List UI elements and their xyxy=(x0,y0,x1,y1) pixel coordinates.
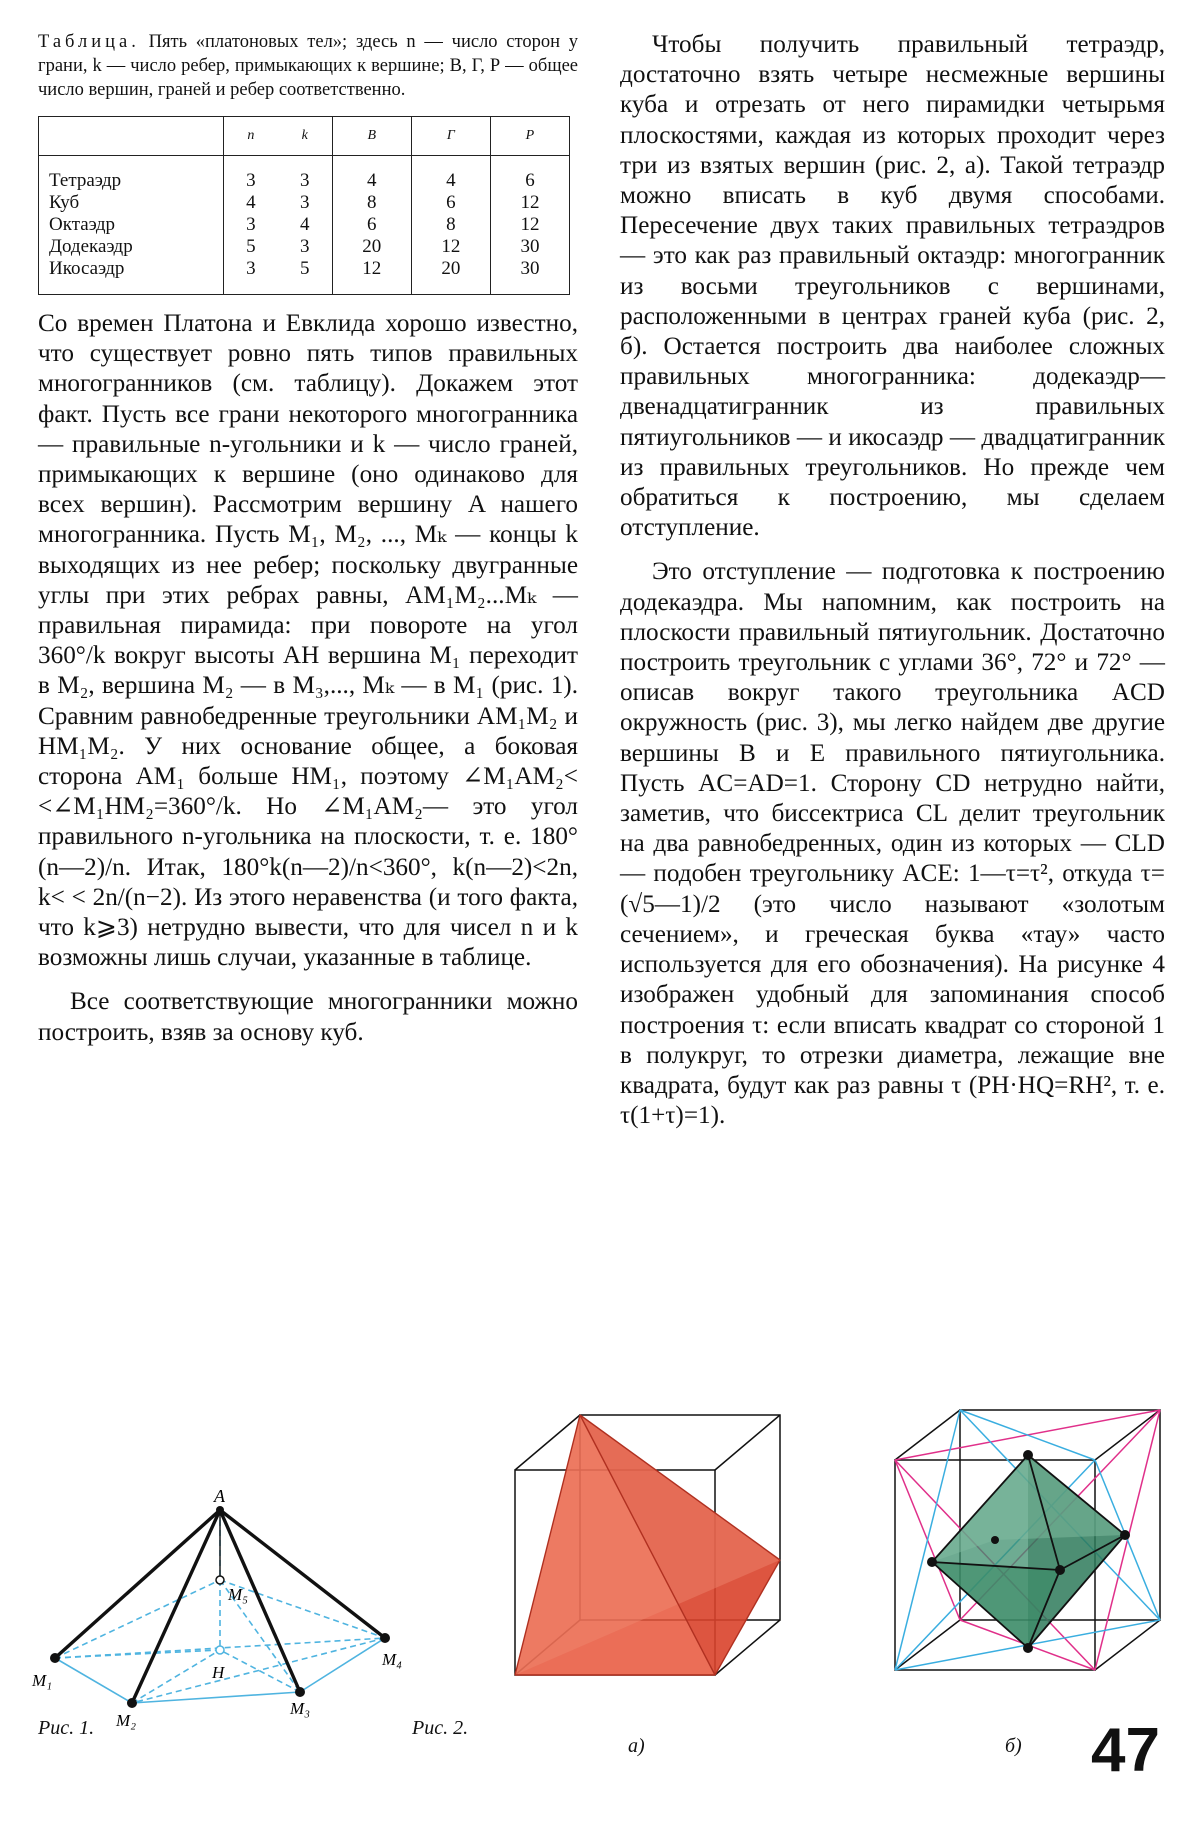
right-paragraph-1: Чтобы получить правильный тетраэдр, достаточно взять четыре несмежные вершины куба и отрезать от него пирамидки четырьмя плоскостями, каждая из которых проходит через три из взятых вершин (рис. 2, а). Такой тетраэдр можно вписать в куб двумя способами. Пересечение двух таких правильных тетраэдров — это как раз правильный октаэдр: многогранник из восьми треугольников с вершинами, расположенными в центрах граней куба (рис. 2, б). Остается построить два наиболее сложных правильных многогранника: додекаэдр— двенадцатигранник из правильных пятиугольников — и икосаэдр — двадцатигранник из правильных треугольников. Но прежде чем обратиться к построению, мы сделаем отступление. xyxy=(620,31,1165,542)
table-cell: Куб xyxy=(39,192,224,214)
table-cell: 3 xyxy=(278,156,332,193)
table-cell: 8 xyxy=(332,192,411,214)
fig1-label-M2: M₂ xyxy=(116,1711,137,1730)
table-row xyxy=(39,192,570,214)
table-cell: 4 xyxy=(411,156,490,193)
fig1-label-M4: M₄ xyxy=(382,1650,403,1669)
table-row xyxy=(39,156,570,193)
table-cell: 3 xyxy=(278,236,332,258)
platonic-solids-table xyxy=(38,116,570,295)
table-cell: 3 xyxy=(278,192,332,214)
table-cell: 4 xyxy=(278,214,332,236)
table-row xyxy=(39,214,570,236)
table-caption-label: Таблица. xyxy=(38,32,140,52)
fig2a-label: а) xyxy=(628,1735,645,1757)
table-cell: 12 xyxy=(520,192,540,213)
right-paragraph-2: Это отступление — подготовка к построению додекаэдра. Мы напомним, как построить на плоскости правильный пятиугольник. Достаточно построить треугольник с углами 36°, 72° и 72° — описав вокруг такого треугольника ACD окружность (рис. 3), мы легко найдем две другие вершины B и E правильного пятиугольника. Пусть AC=AD=1. Сторону CD нетрудно найти, заметив, что биссектриса CL делит треугольник на два равнобедренных, один из которых — CLD — подобен треугольнику ACE: 1—τ=τ², откуда τ=(√5—1)/2 (это число называют «золотым сечением», и греческая буква «тау» часто используется для его обозначения). На рисунке 4 изображен удобный для запоминания способ построения τ: если вписать квадрат со стороной 1 в полукруг, то отрезки диаметра, лежащие вне квадрата, будут как раз равны τ (PH·HQ=RH², т. е. τ(1+τ)=1). xyxy=(620,558,1165,1130)
table-header: В xyxy=(332,117,411,156)
left-column xyxy=(38,30,578,1048)
fig1-label-M1: M₁ xyxy=(32,1671,53,1690)
table-row xyxy=(39,258,570,295)
table-cell: Додекаэдр xyxy=(39,236,224,258)
table-caption xyxy=(38,30,578,102)
table-cell: 5 xyxy=(246,236,256,257)
table-cell: 6 xyxy=(411,192,490,214)
table-cell: 12 xyxy=(411,236,490,258)
table-header: Р xyxy=(490,117,569,156)
table-cell: 20 xyxy=(411,258,490,295)
fig1-label-M5: M₅ xyxy=(228,1585,249,1604)
fig2b-octahedron-in-cube xyxy=(880,1400,1180,1700)
table-cell: 6 xyxy=(332,214,411,236)
fig2a-tetrahedron-in-cube xyxy=(505,1405,805,1695)
table-header xyxy=(39,117,224,156)
left-paragraph-1: Со времен Платона и Евклида хорошо известно, что существует ровно пять типов правильных многогранников (см. таблицу). Докажем этот факт. Пусть все грани некоторого многогранника — правильные n-угольники и k — число граней, примыкающих к вершине (оно одинаково для всех вершин). Рассмотрим вершину A нашего многогранника. Пусть M₁, M₂, ..., Mₖ — концы k выходящих из нее ребер; поскольку двугранные углы при этих ребрах равны, AM₁M₂...Mₖ — правильная пирамида: при повороте на угол 360°/k вокруг высоты AH вершина M₁ переходит в M₂, вершина M₂ — в M₃,..., Mₖ — в M₁ (рис. 1). Сравним равнобедренные треугольники AM₁M₂ и HM₁M₂. У них основание общее, а боковая сторона AM₁ больше HM₁, поэтому ∠M₁AM₂< <∠M₁HM₂=360°/k. Но ∠M₁AM₂— это угол правильного n-угольника на плоскости, т. е. 180°(n—2)/n. Итак, 180°k(n—2)/n<360°, k(n—2)<2n, k< < 2n/(n−2). Из этого неравенства (и того факта, что k⩾3) нетрудно вывести, что для чисел n и k возможны лишь случаи, указанные в таблице. xyxy=(38,310,578,972)
table-cell: Икосаэдр xyxy=(39,258,224,295)
fig2-caption: Рис. 2. xyxy=(412,1717,469,1739)
table-cell: 20 xyxy=(332,236,411,258)
table-cell: 4 xyxy=(246,192,256,213)
table-cell: 4 xyxy=(332,156,411,193)
figures-strip xyxy=(0,1385,1200,1837)
left-paragraph-2: Все соответствующие многогранники можно построить, взяв за основу куб. xyxy=(38,988,578,1046)
table-header: Г xyxy=(411,117,490,156)
table-cell: 12 xyxy=(520,214,540,235)
table-cell: 8 xyxy=(411,214,490,236)
table-cell: 3 xyxy=(246,214,256,235)
fig1-label-M3: M₃ xyxy=(290,1699,311,1718)
table-cell: Тетраэдр xyxy=(39,156,224,193)
fig1-caption: Рис. 1. xyxy=(38,1717,95,1739)
table-cell: 5 xyxy=(278,258,332,295)
fig1-label-H: H xyxy=(212,1663,225,1682)
table-cell: Октаэдр xyxy=(39,214,224,236)
table-header-row xyxy=(39,117,570,156)
right-column xyxy=(620,30,1165,1131)
fig2b-label: б) xyxy=(1005,1735,1022,1757)
table-cell: 30 xyxy=(520,236,540,257)
table-cell: 3 xyxy=(246,170,256,191)
table-caption-text: Пять «платоновых тел»; здесь n — число сторон у грани, k — число ребер, примыкающих к вершине; В, Г, Р — общее число вершин, граней и ребер соответственно. xyxy=(38,32,578,100)
table-header: n xyxy=(224,117,278,156)
table-cell: 3 xyxy=(246,258,256,279)
table-cell: 30 xyxy=(520,258,540,279)
page-number: 47 xyxy=(1091,1716,1160,1785)
table-row xyxy=(39,236,570,258)
table-cell: 12 xyxy=(332,258,411,295)
table-header: k xyxy=(278,117,332,156)
fig1-label-A: A xyxy=(214,1486,225,1506)
table-cell: 6 xyxy=(525,170,535,191)
